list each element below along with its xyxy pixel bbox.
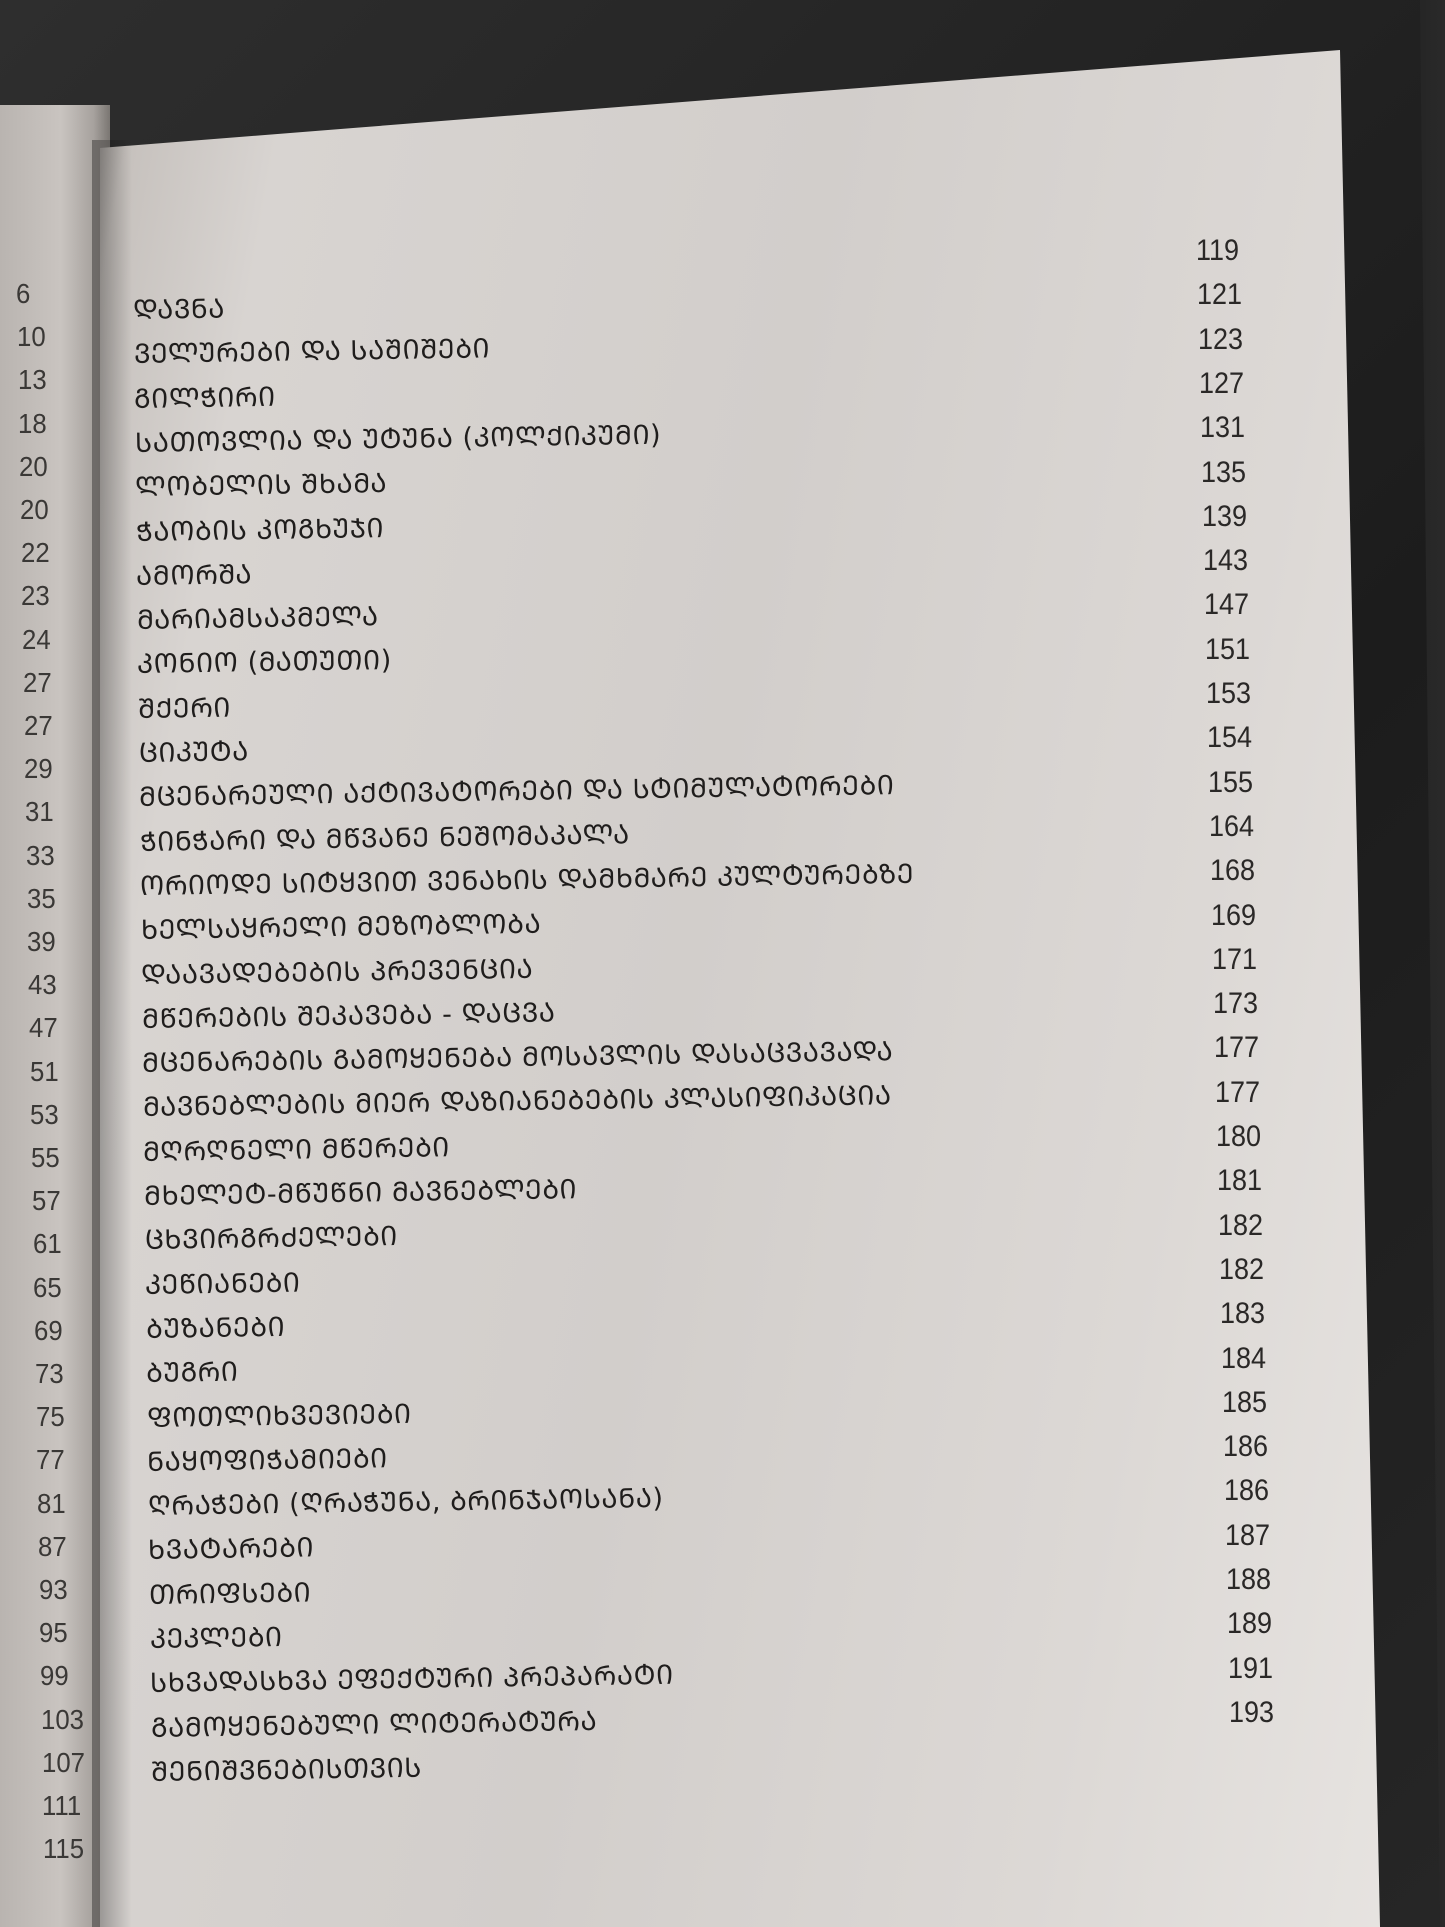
left-page-number: 35 xyxy=(26,882,56,914)
left-page-number: 111 xyxy=(42,1790,82,1821)
toc-page-number: 164 xyxy=(1209,809,1255,843)
toc-page-number: 121 xyxy=(1197,278,1243,312)
left-page-number: 57 xyxy=(31,1185,61,1217)
toc-page-number: 168 xyxy=(1210,854,1256,888)
toc-entry: ᲛᲐᲠᲘᲐᲛᲡᲐᲙᲛᲔᲚᲐ xyxy=(136,601,379,637)
left-page-number: 20 xyxy=(19,450,48,482)
left-page-number: 87 xyxy=(37,1530,67,1562)
toc-page-number: 185 xyxy=(1222,1385,1268,1419)
toc-page-number: 184 xyxy=(1221,1341,1267,1375)
left-page-number: 18 xyxy=(18,407,47,439)
toc-page-number: 135 xyxy=(1201,455,1247,489)
toc-page-number: 183 xyxy=(1220,1297,1266,1331)
left-page-number: 33 xyxy=(25,839,55,871)
toc-page-number: 151 xyxy=(1205,632,1251,666)
left-page-number: 29 xyxy=(24,753,53,785)
toc-page-number: 171 xyxy=(1212,942,1258,976)
left-page-number: 39 xyxy=(27,926,56,957)
toc-entry: ᲭᲐᲝᲑᲘᲡ ᲙᲝᲒᲮᲣᲯᲘ xyxy=(135,512,385,548)
toc-entry: ᲙᲔᲙᲚᲔᲑᲘ xyxy=(149,1621,283,1655)
left-page-number: 43 xyxy=(28,969,57,1001)
toc-page-number: 147 xyxy=(1204,588,1250,622)
toc-entry: ᲗᲠᲘᲤᲡᲔᲑᲘ xyxy=(148,1577,312,1611)
toc-page-number: 177 xyxy=(1214,1031,1260,1065)
toc-entry: ᲛᲬᲔᲠᲔᲑᲘᲡ ᲨᲔᲙᲐᲕᲔᲑᲐ - ᲓᲐᲪᲕᲐ xyxy=(141,997,556,1035)
left-page-number: 53 xyxy=(30,1098,59,1130)
toc-entry: ᲐᲛᲝᲠᲨᲐ xyxy=(136,558,253,592)
toc-page-number: 191 xyxy=(1228,1651,1274,1685)
left-page-number: 31 xyxy=(25,796,54,828)
toc-page-number: 153 xyxy=(1206,677,1252,710)
toc-page-number: 181 xyxy=(1217,1164,1263,1198)
toc-entry: ᲑᲣᲒᲠᲘ xyxy=(145,1356,239,1390)
left-page-number: 22 xyxy=(20,537,50,569)
left-page-number: 107 xyxy=(41,1746,85,1778)
toc-page-number: 186 xyxy=(1223,1430,1269,1464)
left-page-number: 27 xyxy=(23,710,53,741)
toc-entry: ᲤᲝᲗᲚᲘᲮᲕᲔᲕᲘᲔᲑᲘ xyxy=(146,1398,412,1434)
toc-entry: ᲑᲣᲖᲐᲜᲔᲑᲘ xyxy=(145,1311,286,1345)
toc-page-number: 139 xyxy=(1202,499,1248,533)
left-page-number: 69 xyxy=(34,1314,63,1346)
toc-page-number: 187 xyxy=(1225,1518,1271,1552)
toc-page-number: 177 xyxy=(1215,1075,1261,1109)
toc-entry: ᲨᲥᲔᲠᲘ xyxy=(137,692,232,725)
toc-page-number: 180 xyxy=(1216,1120,1262,1153)
toc-entry: ᲛᲪᲔᲜᲐᲠᲔᲣᲚᲘ ᲐᲥᲢᲘᲕᲐᲢᲝᲠᲔᲑᲘ ᲓᲐ ᲡᲢᲘᲛᲣᲚᲐᲢᲝᲠᲔᲑᲘ xyxy=(138,770,895,814)
toc-page-number: 189 xyxy=(1227,1607,1273,1641)
toc-entry: ᲪᲮᲕᲘᲠᲒᲠᲫᲔᲚᲔᲑᲘ xyxy=(144,1221,398,1257)
toc-page-number: 123 xyxy=(1198,322,1244,356)
toc-entry: ᲮᲕᲐᲢᲐᲠᲔᲑᲘ xyxy=(148,1532,315,1567)
toc-page-number: 127 xyxy=(1199,366,1245,400)
toc-entry: ᲛᲦᲠᲦᲜᲔᲚᲘ ᲛᲬᲔᲠᲔᲑᲘ xyxy=(143,1131,451,1168)
toc-entry: ᲚᲝᲑᲔᲚᲘᲡ ᲨᲮᲐᲛᲐ xyxy=(134,468,388,504)
left-page-number: 6 xyxy=(16,278,31,309)
left-page-number: 55 xyxy=(31,1142,60,1173)
toc-entry: ᲦᲠᲐᲭᲔᲑᲘ (ᲦᲠᲐᲭᲣᲜᲐ, ᲑᲠᲘᲜᲯᲐᲝᲡᲐᲜᲐ) xyxy=(147,1482,664,1523)
toc-entry: ᲕᲔᲚᲣᲠᲔᲑᲘ ᲓᲐ ᲡᲐᲨᲘᲨᲔᲑᲘ xyxy=(133,333,490,371)
left-page-number: 81 xyxy=(37,1487,66,1519)
left-page-number: 115 xyxy=(43,1833,85,1865)
toc-page-number: 186 xyxy=(1224,1474,1270,1508)
left-page-number: 61 xyxy=(32,1228,62,1260)
toc-entry: ᲛᲐᲕᲜᲔᲑᲚᲔᲑᲘᲡ ᲛᲘᲔᲠ ᲓᲐᲖᲘᲐᲜᲔᲑᲔᲑᲘᲡ ᲙᲚᲐᲡᲘᲤᲘᲙᲐᲪᲘᲐ xyxy=(142,1080,892,1124)
toc-page-number: 119 xyxy=(1196,234,1240,267)
left-page-number: 73 xyxy=(34,1358,64,1389)
toc-page-number: 193 xyxy=(1229,1695,1275,1729)
left-page-number: 27 xyxy=(22,666,52,698)
left-page-number: 75 xyxy=(35,1401,65,1433)
toc-page-number: 182 xyxy=(1219,1252,1265,1286)
left-page-number: 24 xyxy=(22,623,51,655)
left-page-number: 93 xyxy=(38,1574,68,1605)
toc-entry: ᲓᲐᲐᲕᲐᲓᲔᲑᲔᲑᲘᲡ ᲞᲠᲔᲕᲔᲜᲪᲘᲐ xyxy=(141,953,534,991)
toc-entry: ᲨᲔᲜᲘᲨᲕᲜᲔᲑᲘᲡᲗᲕᲘᲡ xyxy=(150,1752,423,1788)
toc-entry: ᲒᲐᲛᲝᲧᲔᲜᲔᲑᲣᲚᲘ ᲚᲘᲢᲔᲠᲐᲢᲣᲠᲐ xyxy=(150,1705,598,1744)
toc-entry: ᲛᲪᲔᲜᲐᲠᲔᲑᲘᲡ ᲒᲐᲛᲝᲧᲔᲜᲔᲑᲐ ᲛᲝᲡᲐᲕᲚᲘᲡ ᲓᲐᲡᲐᲪᲕᲐᲕᲐᲓᲐ xyxy=(142,1036,894,1080)
toc-page-number: 155 xyxy=(1208,765,1254,799)
toc-entry: ᲙᲝᲜᲘᲝ (ᲛᲐᲗᲣᲗᲘ) xyxy=(137,645,393,681)
left-page-number: 10 xyxy=(16,321,46,353)
toc-entry: ᲒᲘᲚᲭᲘᲠᲘ xyxy=(133,381,276,415)
left-page-number: 13 xyxy=(17,364,47,396)
left-page-number: 47 xyxy=(28,1012,58,1044)
toc-page-number: 169 xyxy=(1211,898,1257,932)
toc-entry: ᲡᲐᲗᲝᲕᲚᲘᲐ ᲓᲐ ᲣᲢᲣᲜᲐ (ᲙᲝᲚᲥᲘᲙᲣᲛᲘ) xyxy=(134,419,662,459)
left-page-number: 95 xyxy=(39,1617,68,1649)
toc-entry: ᲡᲮᲕᲐᲓᲐᲡᲮᲕᲐ ᲔᲤᲔᲥᲢᲣᲠᲘ ᲞᲠᲔᲞᲐᲠᲐᲢᲘ xyxy=(149,1660,674,1700)
left-page-number: 103 xyxy=(40,1703,84,1735)
left-page-number: 99 xyxy=(40,1660,69,1692)
toc-entry: ᲙᲔᲬᲘᲐᲜᲔᲑᲘ xyxy=(144,1267,301,1301)
toc-entry: ᲮᲔᲚᲡᲐᲧᲠᲔᲚᲘ ᲛᲔᲖᲝᲑᲚᲝᲑᲐ xyxy=(140,908,542,947)
toc-page-number: 182 xyxy=(1218,1208,1264,1242)
toc-entry: ᲪᲘᲙᲣᲢᲐ xyxy=(138,736,249,769)
left-page-number: 77 xyxy=(36,1444,65,1476)
toc-page-number: 173 xyxy=(1213,987,1259,1021)
toc-entry: ᲭᲘᲜᲭᲐᲠᲘ ᲓᲐ ᲛᲬᲕᲐᲜᲔ ᲜᲔᲨᲝᲛᲐᲙᲐᲚᲐ xyxy=(139,818,630,858)
toc-page-number: 188 xyxy=(1226,1563,1272,1596)
toc-page-number: 143 xyxy=(1203,544,1249,578)
toc-entry: ᲝᲠᲘᲝᲓᲔ ᲡᲘᲢᲧᲕᲘᲗ ᲕᲔᲜᲐᲮᲘᲡ ᲓᲐᲛᲮᲛᲐᲠᲔ ᲙᲣᲚᲢᲣᲠᲔᲑᲖᲔ xyxy=(139,858,915,902)
toc-entry: ᲓᲐᲕᲜᲐ xyxy=(132,293,226,326)
toc-page-number: 131 xyxy=(1200,411,1246,445)
left-page-number: 51 xyxy=(29,1055,59,1087)
toc-entry: ᲛᲮᲔᲚᲔᲢ-ᲛᲬᲣᲬᲜᲘ ᲛᲐᲕᲜᲔᲑᲚᲔᲑᲘ xyxy=(143,1174,578,1212)
left-page-number: 20 xyxy=(19,494,49,525)
left-page-number: 65 xyxy=(33,1271,62,1303)
left-page-number: 23 xyxy=(21,580,50,612)
toc-page-number: 154 xyxy=(1207,721,1253,755)
toc-entry: ᲜᲐᲧᲝᲤᲘᲭᲐᲛᲘᲔᲑᲘ xyxy=(147,1443,389,1478)
